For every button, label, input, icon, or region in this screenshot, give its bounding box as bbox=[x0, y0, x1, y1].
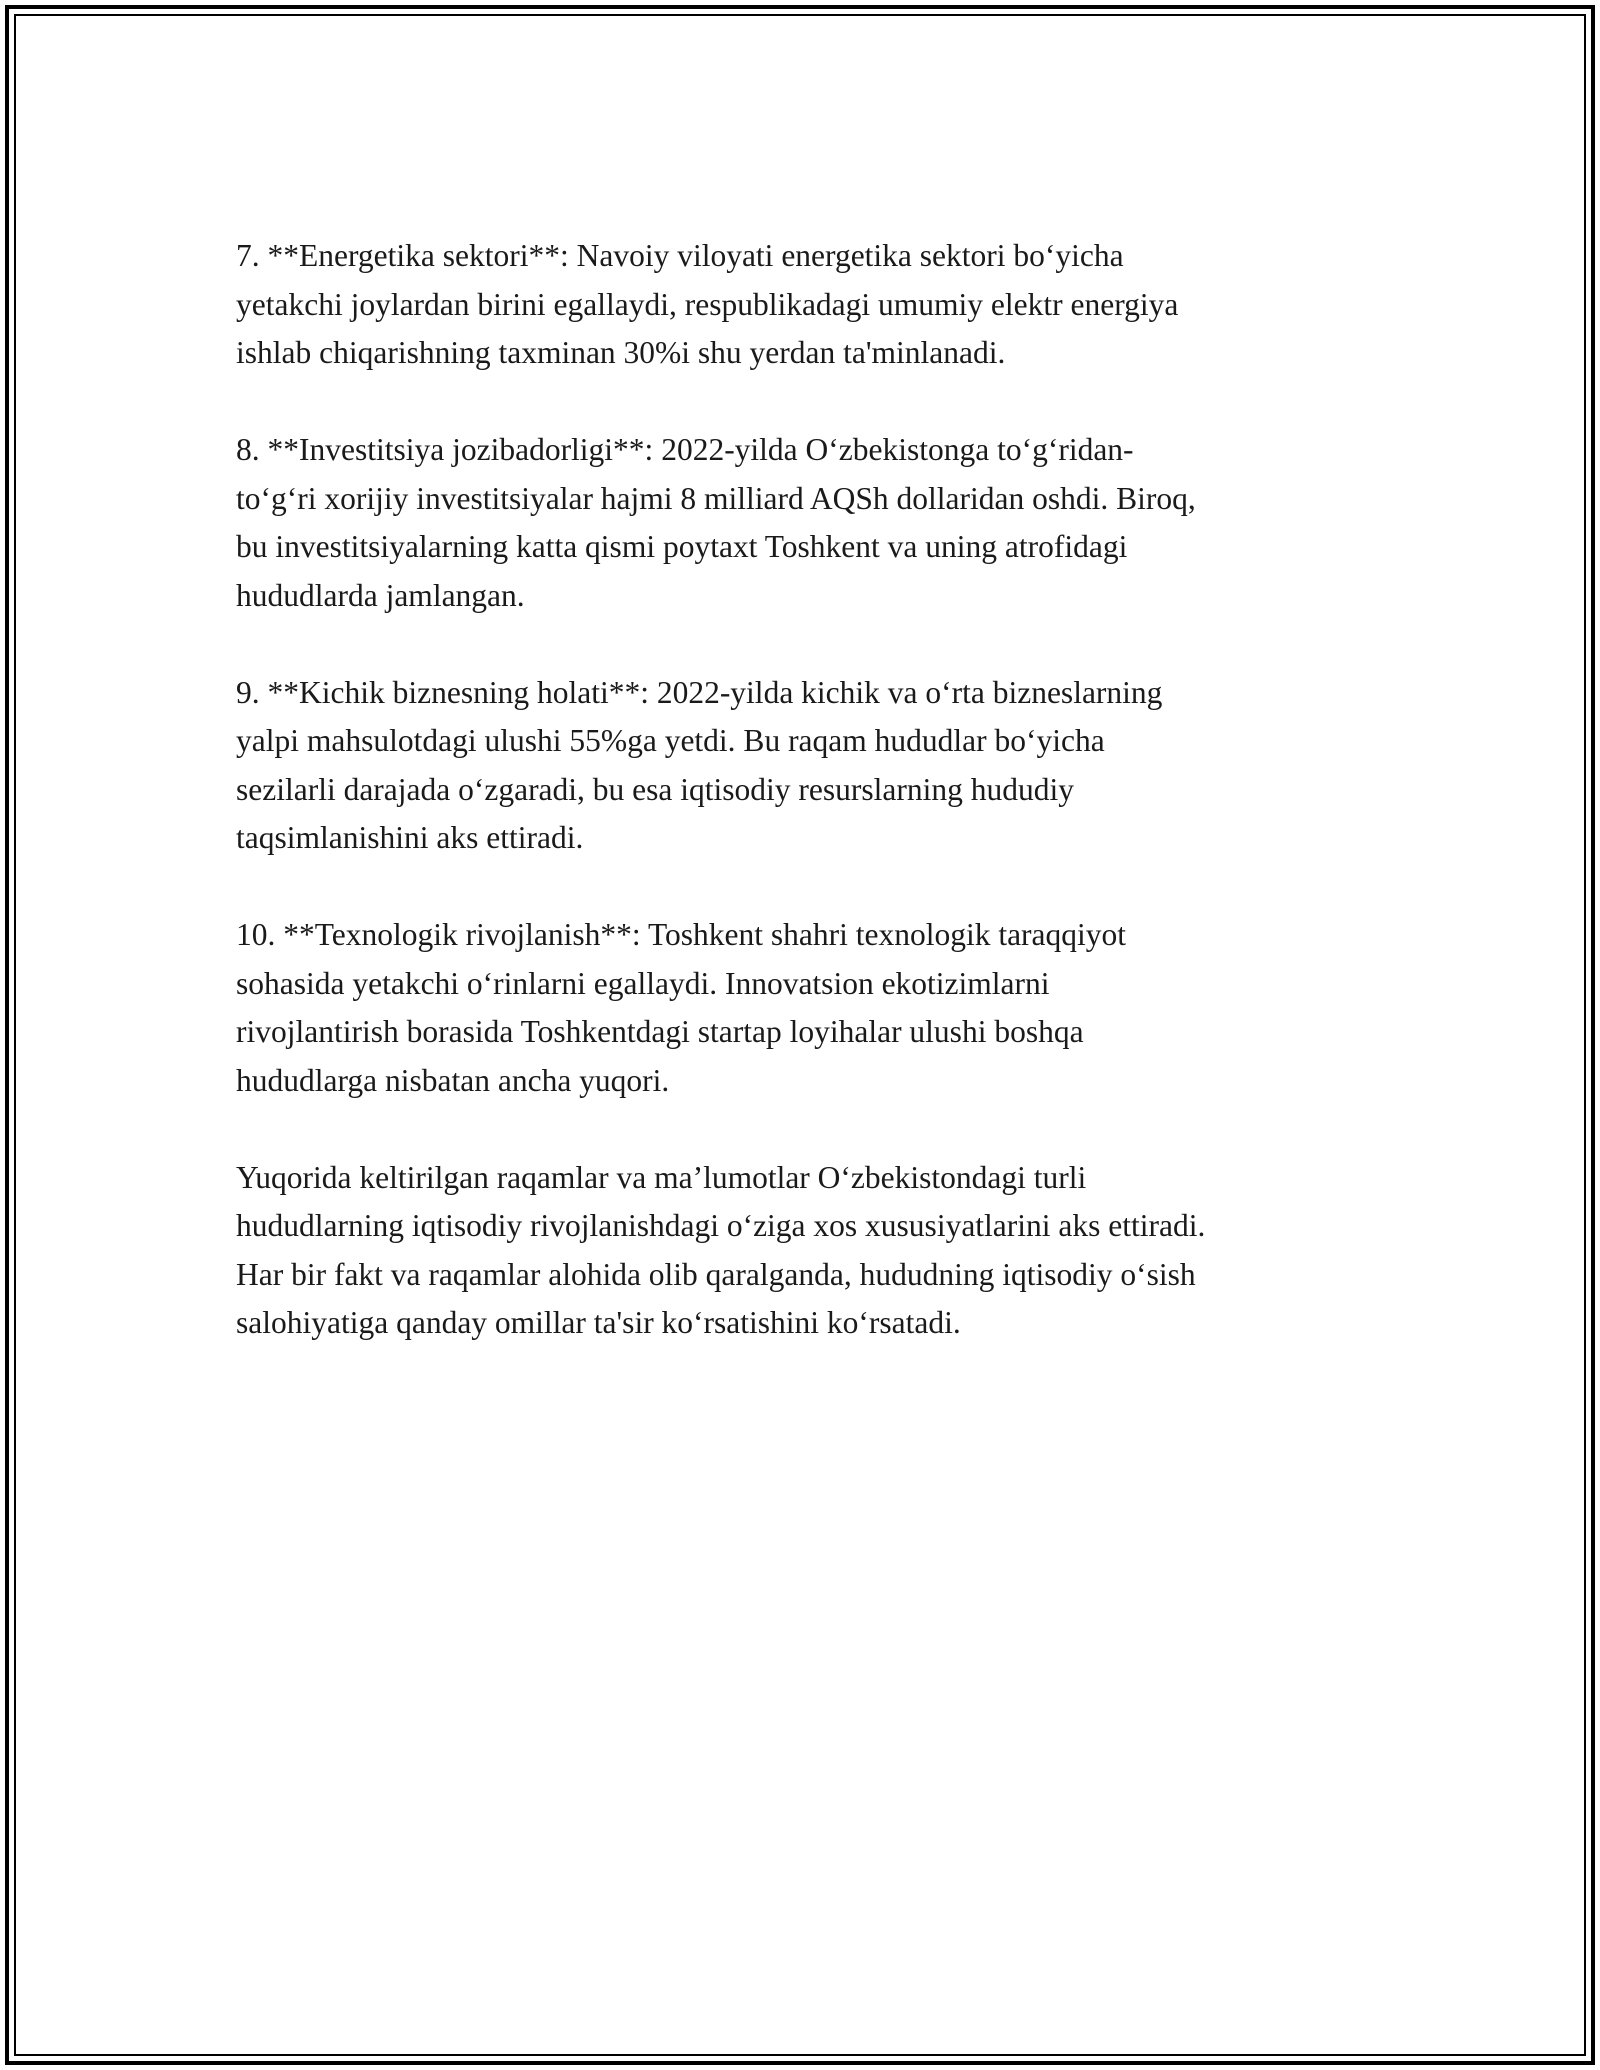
paragraph-investitsiya-jozibadorligi: 8. **Investitsiya jozibadorligi**: 2022-yilda O‘zbekistonga to‘g‘ridan- to‘g‘ri xorijiy investitsiyalar hajmi 8 milliard AQSh dollaridan oshdi. Biroq, bu investitsiyalarning katta qismi poytaxt Toshkent va uning atrofidagi hududlarda jamlangan. bbox=[236, 432, 1196, 613]
paragraph-conclusion: Yuqorida keltirilgan raqamlar va ma’lumotlar O‘zbekistondagi turli hududlarning iqtisodiy rivojlanishdagi o‘ziga xos xususiyatlarini aks ettiradi. Har bir fakt va raqamlar alohida olib qaralganda, hududning iqtisodiy o‘sish salohiyatiga qanday omillar ta'sir ko‘rsatishini ko‘rsatadi. bbox=[236, 1159, 1206, 1340]
paragraph-kichik-biznes-holati: 9. **Kichik biznesning holati**: 2022-yilda kichik va o‘rta bizneslarning yalpi mahsulotdagi ulushi 55%ga yetdi. Bu raqam hududlar bo‘yicha sezilarli darajada o‘zgaradi, bu esa iqtisodiy resurslarning hududiy taqsimlanishini aks ettiradi. bbox=[236, 674, 1163, 855]
paragraph-texnologik-rivojlanish: 10. **Texnologik rivojlanish**: Toshkent shahri texnologik taraqqiyot sohasida yetakchi o‘rinlarni egallaydi. Innovatsion ekotizimlarni rivojlantirish borasida Toshkentdagi startap loyihalar ulushi boshqa hududlarga nisbatan ancha yuqori. bbox=[236, 917, 1127, 1098]
paragraph-energetika-sektori: 7. **Energetika sektori**: Navoiy viloyati energetika sektori bo‘yicha yetakchi joylardan birini egallaydi, respublikadagi umumiy elektr energiya ishlab chiqarishning taxminan 30%i shu yerdan ta'minlanadi. bbox=[236, 238, 1179, 370]
document-body bbox=[236, 232, 1386, 1396]
